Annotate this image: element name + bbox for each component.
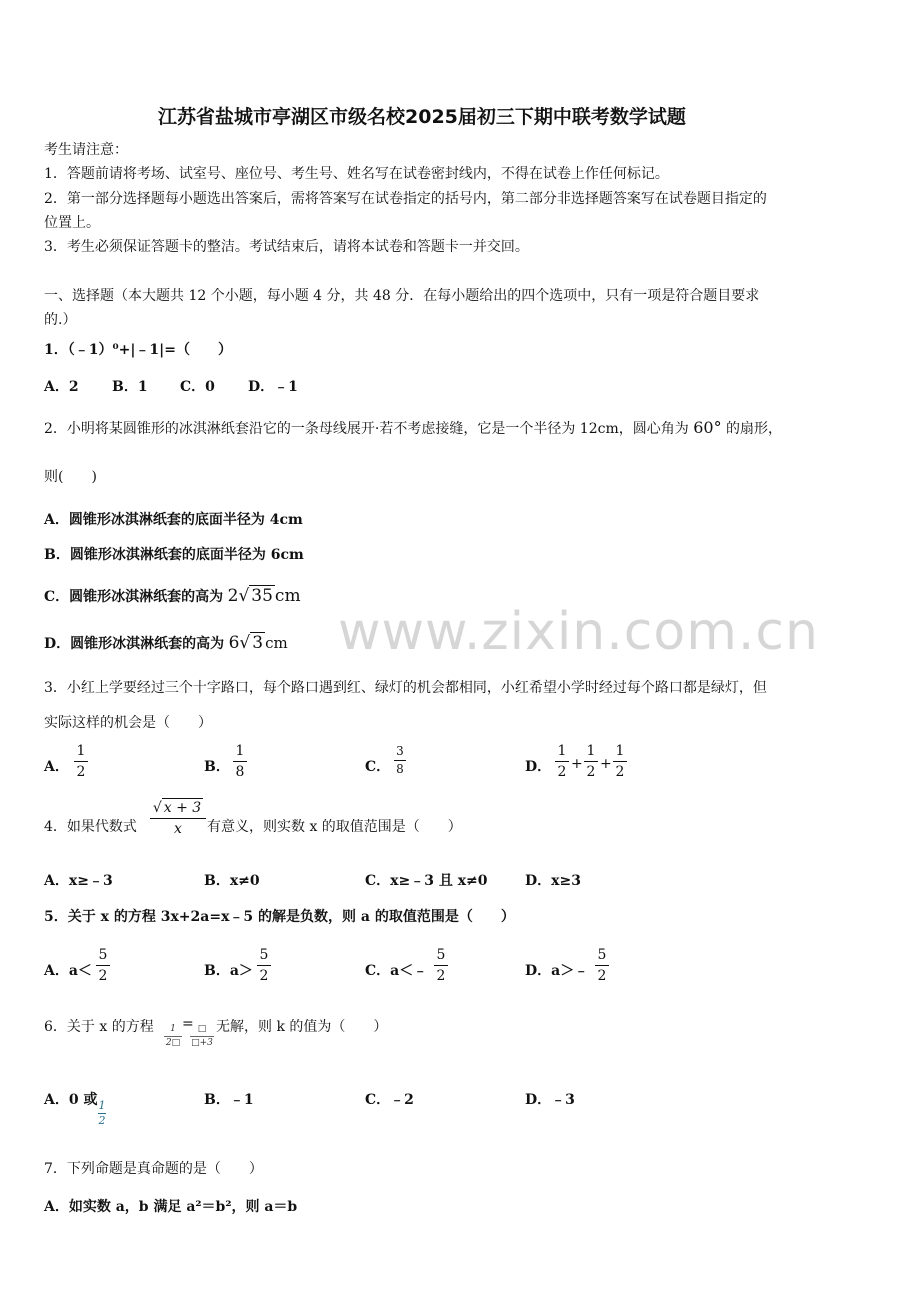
q7-option-a: A．如实数 a，b 满足 a²＝b²，则 a＝b	[44, 1199, 298, 1215]
fraction-denominator: 2	[436, 968, 446, 984]
question-6-prefix: 6．关于 x 的方程	[44, 1019, 154, 1035]
q6-option-d: D．﹣3	[525, 1092, 575, 1108]
fraction-numerator: 1	[170, 1024, 176, 1034]
question-3-stem: 3．小红上学要经过三个十字路口，每个路口遇到红、绿灯的机会都相同，小红希望小学时经过每个路口都是绿灯，但	[44, 680, 767, 696]
q3-option-b-label: B．	[204, 759, 230, 775]
fraction-denominator: 2	[98, 968, 108, 984]
fraction-denominator: 2	[557, 764, 567, 780]
q6-option-b: B．﹣1	[204, 1092, 254, 1108]
q5-option-b-fraction	[257, 946, 271, 985]
fraction-numerator: 5	[597, 947, 607, 963]
q2-option-d-text: D．圆锥形冰淇淋纸套的高为	[44, 636, 225, 652]
fraction-denominator: 8	[235, 764, 245, 780]
q4-expression: √ x + 3 x	[150, 798, 206, 838]
q6-option-c: C．﹣2	[365, 1092, 414, 1108]
fraction-denominator: 8	[396, 762, 404, 776]
fraction-denominator: 2	[615, 764, 625, 780]
fraction-numerator: 1	[586, 743, 596, 759]
q5-option-d-fraction	[595, 946, 609, 985]
q2-option-c-unit: cm	[274, 586, 301, 606]
q2-option-c-text: C．圆锥形冰淇淋纸套的高为	[44, 589, 224, 605]
q4-radicand: x + 3	[163, 800, 202, 816]
q3-option-c-fraction	[394, 744, 406, 777]
q2-option-d: D．圆锥形冰淇淋纸套的高为 6√ 3 cm	[44, 633, 288, 653]
q2-option-a: A．圆锥形冰淇淋纸套的底面半径为 4cm	[44, 512, 303, 528]
q3-option-c-label: C．	[365, 759, 391, 775]
notice-item: 位置上。	[44, 215, 100, 231]
q5-option-c-fraction	[434, 946, 448, 985]
plus-sign: +	[571, 756, 583, 772]
fraction-numerator: 5	[98, 947, 108, 963]
question-7-stem: 7．下列命题是真命题的是（ ）	[44, 1161, 263, 1177]
q2-option-d-unit: cm	[265, 634, 288, 652]
notice-item: 2．第一部分选择题每小题选出答案后，需将答案写在试卷指定的括号内，第二部分非选择题答案写在试卷题目指定的	[44, 191, 767, 207]
q5-option-b-label: B．a＞	[204, 963, 253, 979]
question-1-stem: 1．（﹣1）⁰+|﹣1|=（ ）	[44, 342, 233, 358]
q2-option-b: B．圆锥形冰淇淋纸套的底面半径为 6cm	[44, 547, 304, 563]
question-5-stem: 5．关于 x 的方程 3x+2a=x﹣5 的解是负数，则 a 的取值范围是（ ）	[44, 909, 515, 925]
q4-option-b: B．x≠0	[204, 873, 260, 889]
fraction-denominator: 2	[259, 968, 269, 984]
q6-option-a-label: A．0 或	[44, 1092, 98, 1108]
fraction-denominator: 2	[597, 968, 607, 984]
q1-option-b: B．1	[112, 379, 148, 395]
q3-option-d-label: D．	[525, 759, 552, 775]
q2-option-c: C．圆锥形冰淇淋纸套的高为 2√ 35 cm	[44, 586, 301, 606]
q4-option-c: C．x≥﹣3 且 x≠0	[365, 873, 488, 889]
fraction-numerator: □	[197, 1024, 207, 1034]
fraction-numerator: 1	[76, 743, 86, 759]
question-4-prefix: 4．如果代数式	[44, 819, 137, 835]
fraction-numerator: 1	[98, 1099, 106, 1112]
fraction-denominator: 2	[76, 764, 86, 780]
section-header-cont: 的.）	[44, 312, 77, 328]
q5-option-d-label: D．a＞﹣	[525, 963, 589, 979]
q5-option-a-fraction	[96, 946, 110, 985]
q2-option-d-coef: 6	[228, 633, 240, 653]
question-3-stem-cont: 实际这样的机会是（ ）	[44, 715, 212, 731]
question-6-suffix: 无解，则 k 的值为（ ）	[216, 1019, 388, 1035]
q6-fraction-1	[164, 1024, 182, 1049]
fraction-denominator: 2	[98, 1114, 106, 1127]
question-4-suffix: 有意义，则实数 x 的取值范围是（ ）	[207, 819, 462, 835]
q3-option-b-fraction	[233, 742, 247, 781]
q2-stem-text: 2．小明将某圆锥形的冰淇淋纸套沿它的一条母线展开·若不考虑接缝，它是一个半径为 12cm，圆心角为	[44, 421, 689, 437]
question-2-stem	[44, 418, 782, 438]
page-title: 江苏省盐城市亭湖区市级名校2025届初三下期中联考数学试题	[158, 106, 686, 128]
question-2-stem-cont: 则( )	[44, 469, 97, 485]
q3-option-d-fraction-2	[584, 742, 598, 781]
q3-option-a-fraction	[74, 742, 88, 781]
notice-heading: 考生请注意：	[44, 142, 128, 158]
watermark: www.zixin.com.cn	[338, 602, 819, 662]
q2-option-c-radicand: 35	[251, 586, 273, 606]
q1-option-a: A．2	[44, 379, 79, 395]
q4-option-d: D．x≥3	[525, 873, 581, 889]
plus-sign: +	[600, 756, 612, 772]
fraction-numerator: 1	[615, 743, 625, 759]
fraction-numerator: 5	[436, 947, 446, 963]
q5-option-c-label: C．a＜﹣	[365, 963, 428, 979]
fraction-numerator: 1	[235, 743, 245, 759]
fraction-numerator: 3	[396, 744, 404, 758]
q1-option-d: D．﹣1	[248, 379, 298, 395]
q5-option-a-label: A．a＜	[44, 963, 92, 979]
q4-option-a: A．x≥﹣3	[44, 873, 113, 889]
notice-item: 3．考生必须保证答题卡的整洁。考试结束后，请将本试卷和答题卡一并交回。	[44, 239, 529, 255]
q3-option-a-label: A．	[44, 759, 69, 775]
q3-option-d-fraction-1	[555, 742, 569, 781]
equals-sign: =	[182, 1016, 194, 1032]
q3-option-d-fraction-3	[613, 742, 627, 781]
notice-item: 1．答题前请将考场、试室号、座位号、考生号、姓名写在试卷密封线内，不得在试卷上作任何标记。	[44, 166, 669, 182]
fraction-denominator: 2	[586, 764, 596, 780]
q2-angle: 60°	[693, 418, 722, 437]
fraction-numerator: 5	[259, 947, 269, 963]
q4-denominator: x	[174, 821, 182, 837]
q6-fraction-2	[190, 1024, 214, 1049]
fraction-denominator: 2□	[165, 1038, 181, 1048]
section-header: 一、选择题（本大题共 12 个小题，每小题 4 分，共 48 分．在每小题给出的四个选项中，只有一项是符合题目要求	[44, 288, 760, 304]
q2-stem-tail: 的扇形，	[726, 421, 783, 437]
q2-option-d-radicand: 3	[252, 633, 264, 653]
q1-option-c: C．0	[180, 379, 215, 395]
fraction-numerator: 1	[557, 743, 567, 759]
fraction-denominator: □+3	[191, 1038, 213, 1048]
q6-option-a-fraction	[98, 1100, 106, 1127]
q2-option-c-coef: 2	[227, 586, 239, 606]
